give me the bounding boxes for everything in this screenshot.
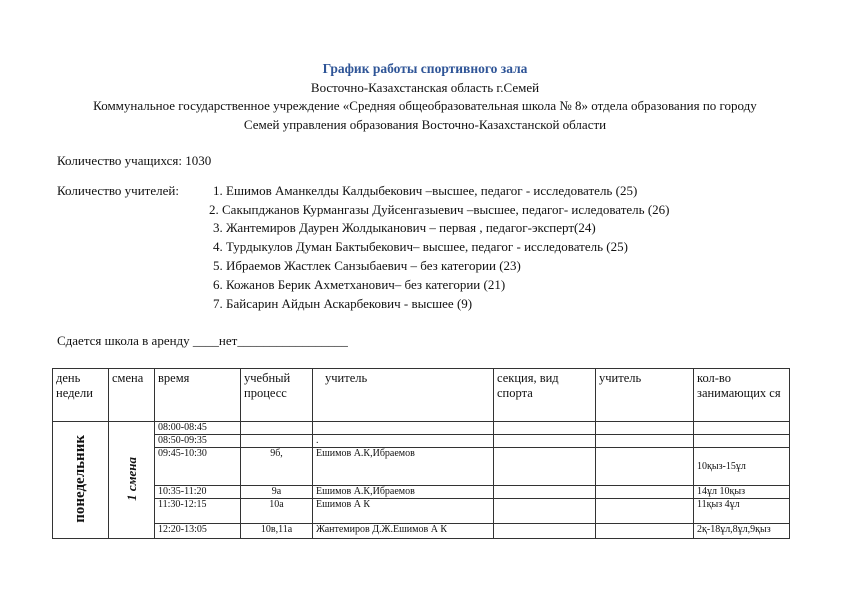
document-title: График работы спортивного зала	[322, 61, 528, 76]
count-cell	[694, 435, 790, 448]
table-row	[53, 499, 790, 524]
process-cell: 10а	[241, 499, 313, 524]
process-cell	[241, 435, 313, 448]
teacher-item: 2. Сакыпджанов Курмангазы Дуйсенгазыевич –высшее, педагог- иследователь (26)	[209, 202, 670, 217]
rent-line: Сдается школа в аренду ____нет_________________	[57, 333, 348, 348]
shift-cell	[109, 422, 155, 539]
section-cell	[494, 448, 596, 486]
teacher-cell: Ешимов А К	[313, 499, 494, 524]
teacher2-cell	[596, 435, 694, 448]
teacher-cell: Жантемиров Д.Ж.Ешимов А К	[313, 524, 494, 539]
teacher-cell: Ешимов А.К,Ибраемов	[313, 486, 494, 499]
teacher-item: 7. Байсарин Айдын Аскарбекович - высшее (9)	[213, 296, 473, 311]
teacher-item: 4. Турдыкулов Думан Бактыбекович– высшее, педагог - исследователь (25)	[213, 239, 628, 254]
schedule-table	[52, 368, 790, 539]
count-cell: 14ұл 10қыз	[694, 486, 790, 499]
teacher-item: 3. Жантемиров Даурен Жолдыканович – первая , педагог-эксперт(24)	[213, 220, 596, 235]
students-count: Количество учащихся: 1030	[57, 153, 212, 168]
section-cell	[494, 524, 596, 539]
shift-label: 1 смена	[124, 456, 139, 501]
teacher2-cell	[596, 448, 694, 486]
time-cell: 10:35-11:20	[155, 486, 241, 499]
header-section: секция, вид спорта	[494, 369, 596, 422]
table-row	[53, 448, 790, 486]
region-line: Восточно-Казахстанская область г.Семей	[310, 80, 540, 95]
time-cell: 12:20-13:05	[155, 524, 241, 539]
teacher-cell	[313, 422, 494, 435]
process-cell: 9б,	[241, 448, 313, 486]
institution-line-1: Коммунальное государственное учреждение «Средняя общеобразовательная школа № 8» отдела образования по городу	[93, 98, 757, 113]
header-time: время	[155, 369, 241, 422]
process-cell: 9а	[241, 486, 313, 499]
time-cell: 09:45-10:30	[155, 448, 241, 486]
teacher-cell: .	[313, 435, 494, 448]
day-label: понедельник	[72, 434, 88, 523]
header-day: день недели	[53, 369, 109, 422]
time-cell: 08:00-08:45	[155, 422, 241, 435]
teacher-cell: Ешимов А.К,Ибраемов	[313, 448, 494, 486]
teacher2-cell	[596, 486, 694, 499]
time-cell: 11:30-12:15	[155, 499, 241, 524]
table-row	[53, 524, 790, 539]
teacher2-cell	[596, 524, 694, 539]
table-row	[53, 435, 790, 448]
table-row	[53, 422, 790, 435]
header-process: учебный процесс	[241, 369, 313, 422]
teacher-item: 6. Кожанов Берик Ахметханович– без категории (21)	[213, 277, 506, 292]
process-cell: 10в,11а	[241, 524, 313, 539]
table-header-row	[53, 369, 790, 422]
teacher2-cell	[596, 499, 694, 524]
count-cell: 2қ-18ұл,8ұл,9қыз	[694, 524, 790, 539]
section-cell	[494, 486, 596, 499]
teachers-label: Количество учителей:	[57, 183, 179, 198]
count-cell: 11қыз 4ұл	[694, 499, 790, 524]
teacher2-cell	[596, 422, 694, 435]
header-shift: смена	[109, 369, 155, 422]
count-cell	[694, 422, 790, 435]
teacher-item: 5. Ибраемов Жастлек Санзыбаевич – без категории (23)	[213, 258, 521, 273]
section-cell	[494, 435, 596, 448]
day-cell	[53, 422, 109, 539]
header-teacher-2: учитель	[596, 369, 694, 422]
header-count: кол-во занимающих ся	[694, 369, 790, 422]
institution-line-2: Семей управления образования Восточно-Казахстанской области	[243, 117, 607, 132]
header-teacher: учитель	[313, 369, 494, 422]
teacher-item: 1. Ешимов Аманкелды Калдыбекович –высшее, педагог - исследователь (25)	[213, 183, 638, 198]
time-cell: 08:50-09:35	[155, 435, 241, 448]
section-cell	[494, 499, 596, 524]
count-cell: 10қыз-15ұл	[694, 448, 790, 486]
table-row	[53, 486, 790, 499]
section-cell	[494, 422, 596, 435]
process-cell	[241, 422, 313, 435]
